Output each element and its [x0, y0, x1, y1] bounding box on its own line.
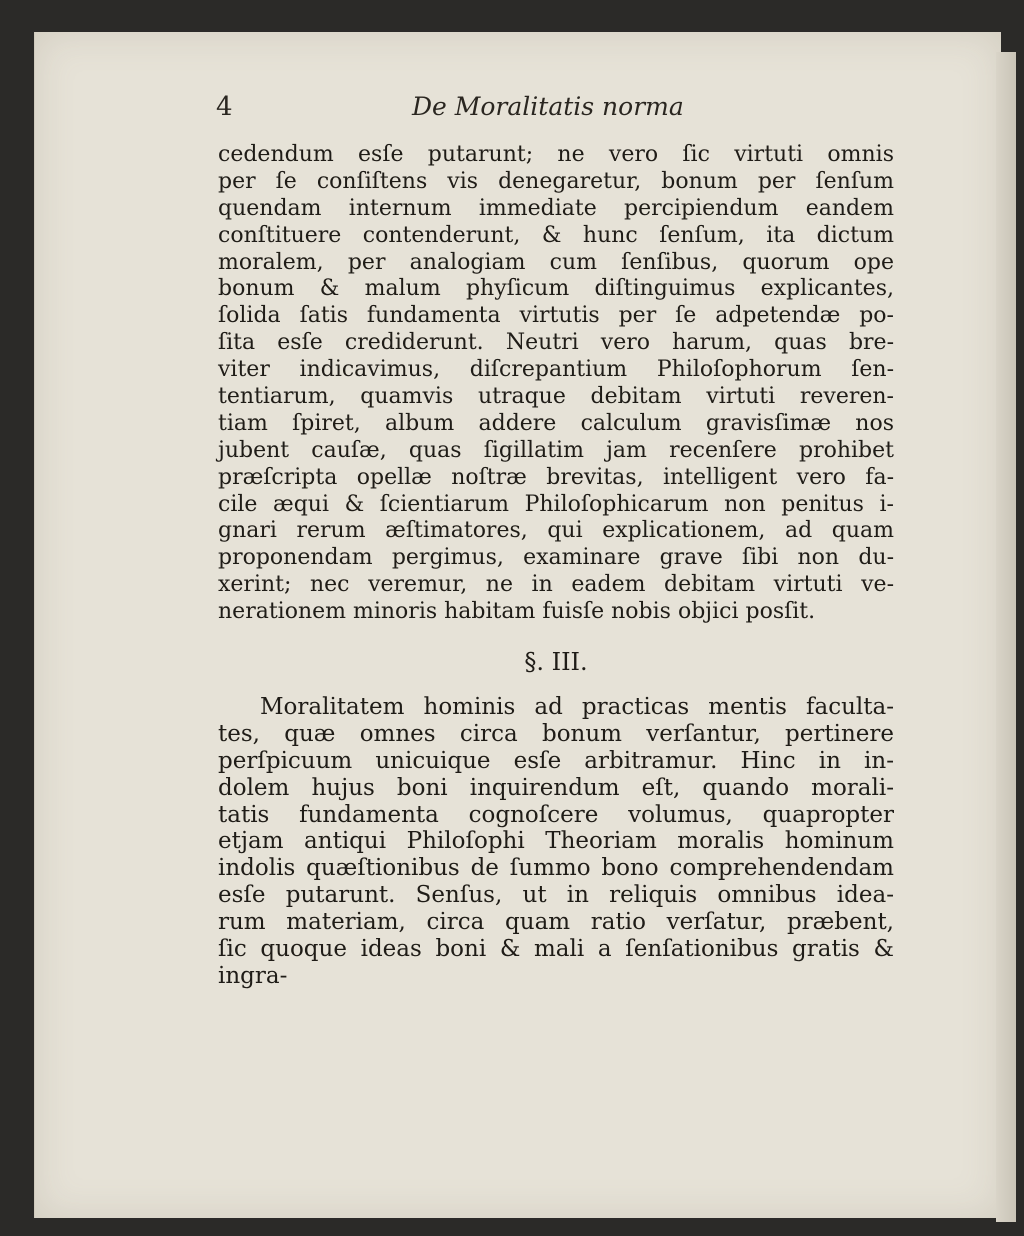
text-line: viter indicavimus, diſcrepantium Philoſophorum ſen-	[218, 357, 894, 383]
text-line: moralem, per analogiam cum ſenſibus, quorum ope	[218, 249, 894, 275]
page-edge	[996, 52, 1016, 1222]
text-line: tatis fundamenta cognoſcere volumus, quapropter	[218, 801, 894, 828]
text-line: tentiarum, quamvis utraque debitam virtuti reveren-	[218, 384, 894, 410]
text-line: jubent cauſæ, quas ſigillatim jam recenſere prohibet	[218, 437, 894, 463]
page-number: 4	[216, 92, 233, 122]
text-line: cile æqui & ſcientiarum Philoſophicarum non penitus i-	[218, 491, 894, 517]
text-line: etjam antiqui Philoſophi Theoriam moralis hominum	[218, 828, 894, 855]
text-line: tiam ſpiret, album addere calculum gravisſimæ nos	[218, 410, 894, 436]
text-line: rum materiam, circa quam ratio verſatur, præbent,	[218, 909, 894, 936]
text-line: ſolida ſatis fundamenta virtutis per ſe adpetendæ po-	[218, 303, 894, 329]
text-line: tes, quæ omnes circa bonum verſantur, pertinere	[218, 720, 894, 747]
text-line: dolem hujus boni inquirendum eſt, quando morali-	[218, 774, 894, 801]
text-line: indolis quæſtionibus de ſummo bono comprehendendam	[218, 855, 894, 882]
running-head	[216, 92, 896, 132]
body-text	[218, 142, 894, 990]
text-line: ſita esſe crediderunt. Neutri vero harum, quas bre-	[218, 330, 894, 356]
text-line: quendam internum immediate percipiendum eandem	[218, 195, 894, 221]
text-line: perſpicuum unicuique esſe arbitramur. Hinc in in-	[218, 747, 894, 774]
catchword: ingra-	[218, 962, 288, 989]
text-line: bonum & malum phyſicum diſtinguimus explicantes,	[218, 276, 894, 302]
text-line: præſcripta opellæ noſtræ brevitas, intelligent vero fa-	[218, 464, 894, 490]
text-line: per ſe conſiſtens vis denegaretur, bonum per ſenſum	[218, 168, 894, 194]
section-heading: §. III.	[524, 648, 588, 677]
text-line: gnari rerum æſtimatores, qui explicationem, ad quam	[218, 518, 894, 544]
text-line: proponendam pergimus, examinare grave ſibi non du-	[218, 545, 894, 571]
paragraph-2	[218, 694, 894, 990]
text-line: Moralitatem hominis ad practicas mentis faculta-	[260, 694, 894, 721]
text-line: nerationem minoris habitam fuisſe nobis objici posſit.	[218, 599, 816, 625]
text-line: xerint; nec veremur, ne in eadem debitam virtuti ve-	[218, 572, 894, 598]
text-line: cedendum esſe putarunt; ne vero ſic virtuti omnis	[218, 142, 894, 167]
paragraph-1	[218, 142, 894, 626]
text-line: conſtituere contenderunt, & hunc ſenſum, ita dictum	[218, 222, 894, 248]
running-title: De Moralitatis norma	[412, 92, 684, 121]
text-line: ſic quoque ideas boni & mali a ſenſationibus gratis &	[218, 936, 894, 963]
text-line: esſe putarunt. Senſus, ut in reliquis omnibus idea-	[218, 882, 894, 909]
